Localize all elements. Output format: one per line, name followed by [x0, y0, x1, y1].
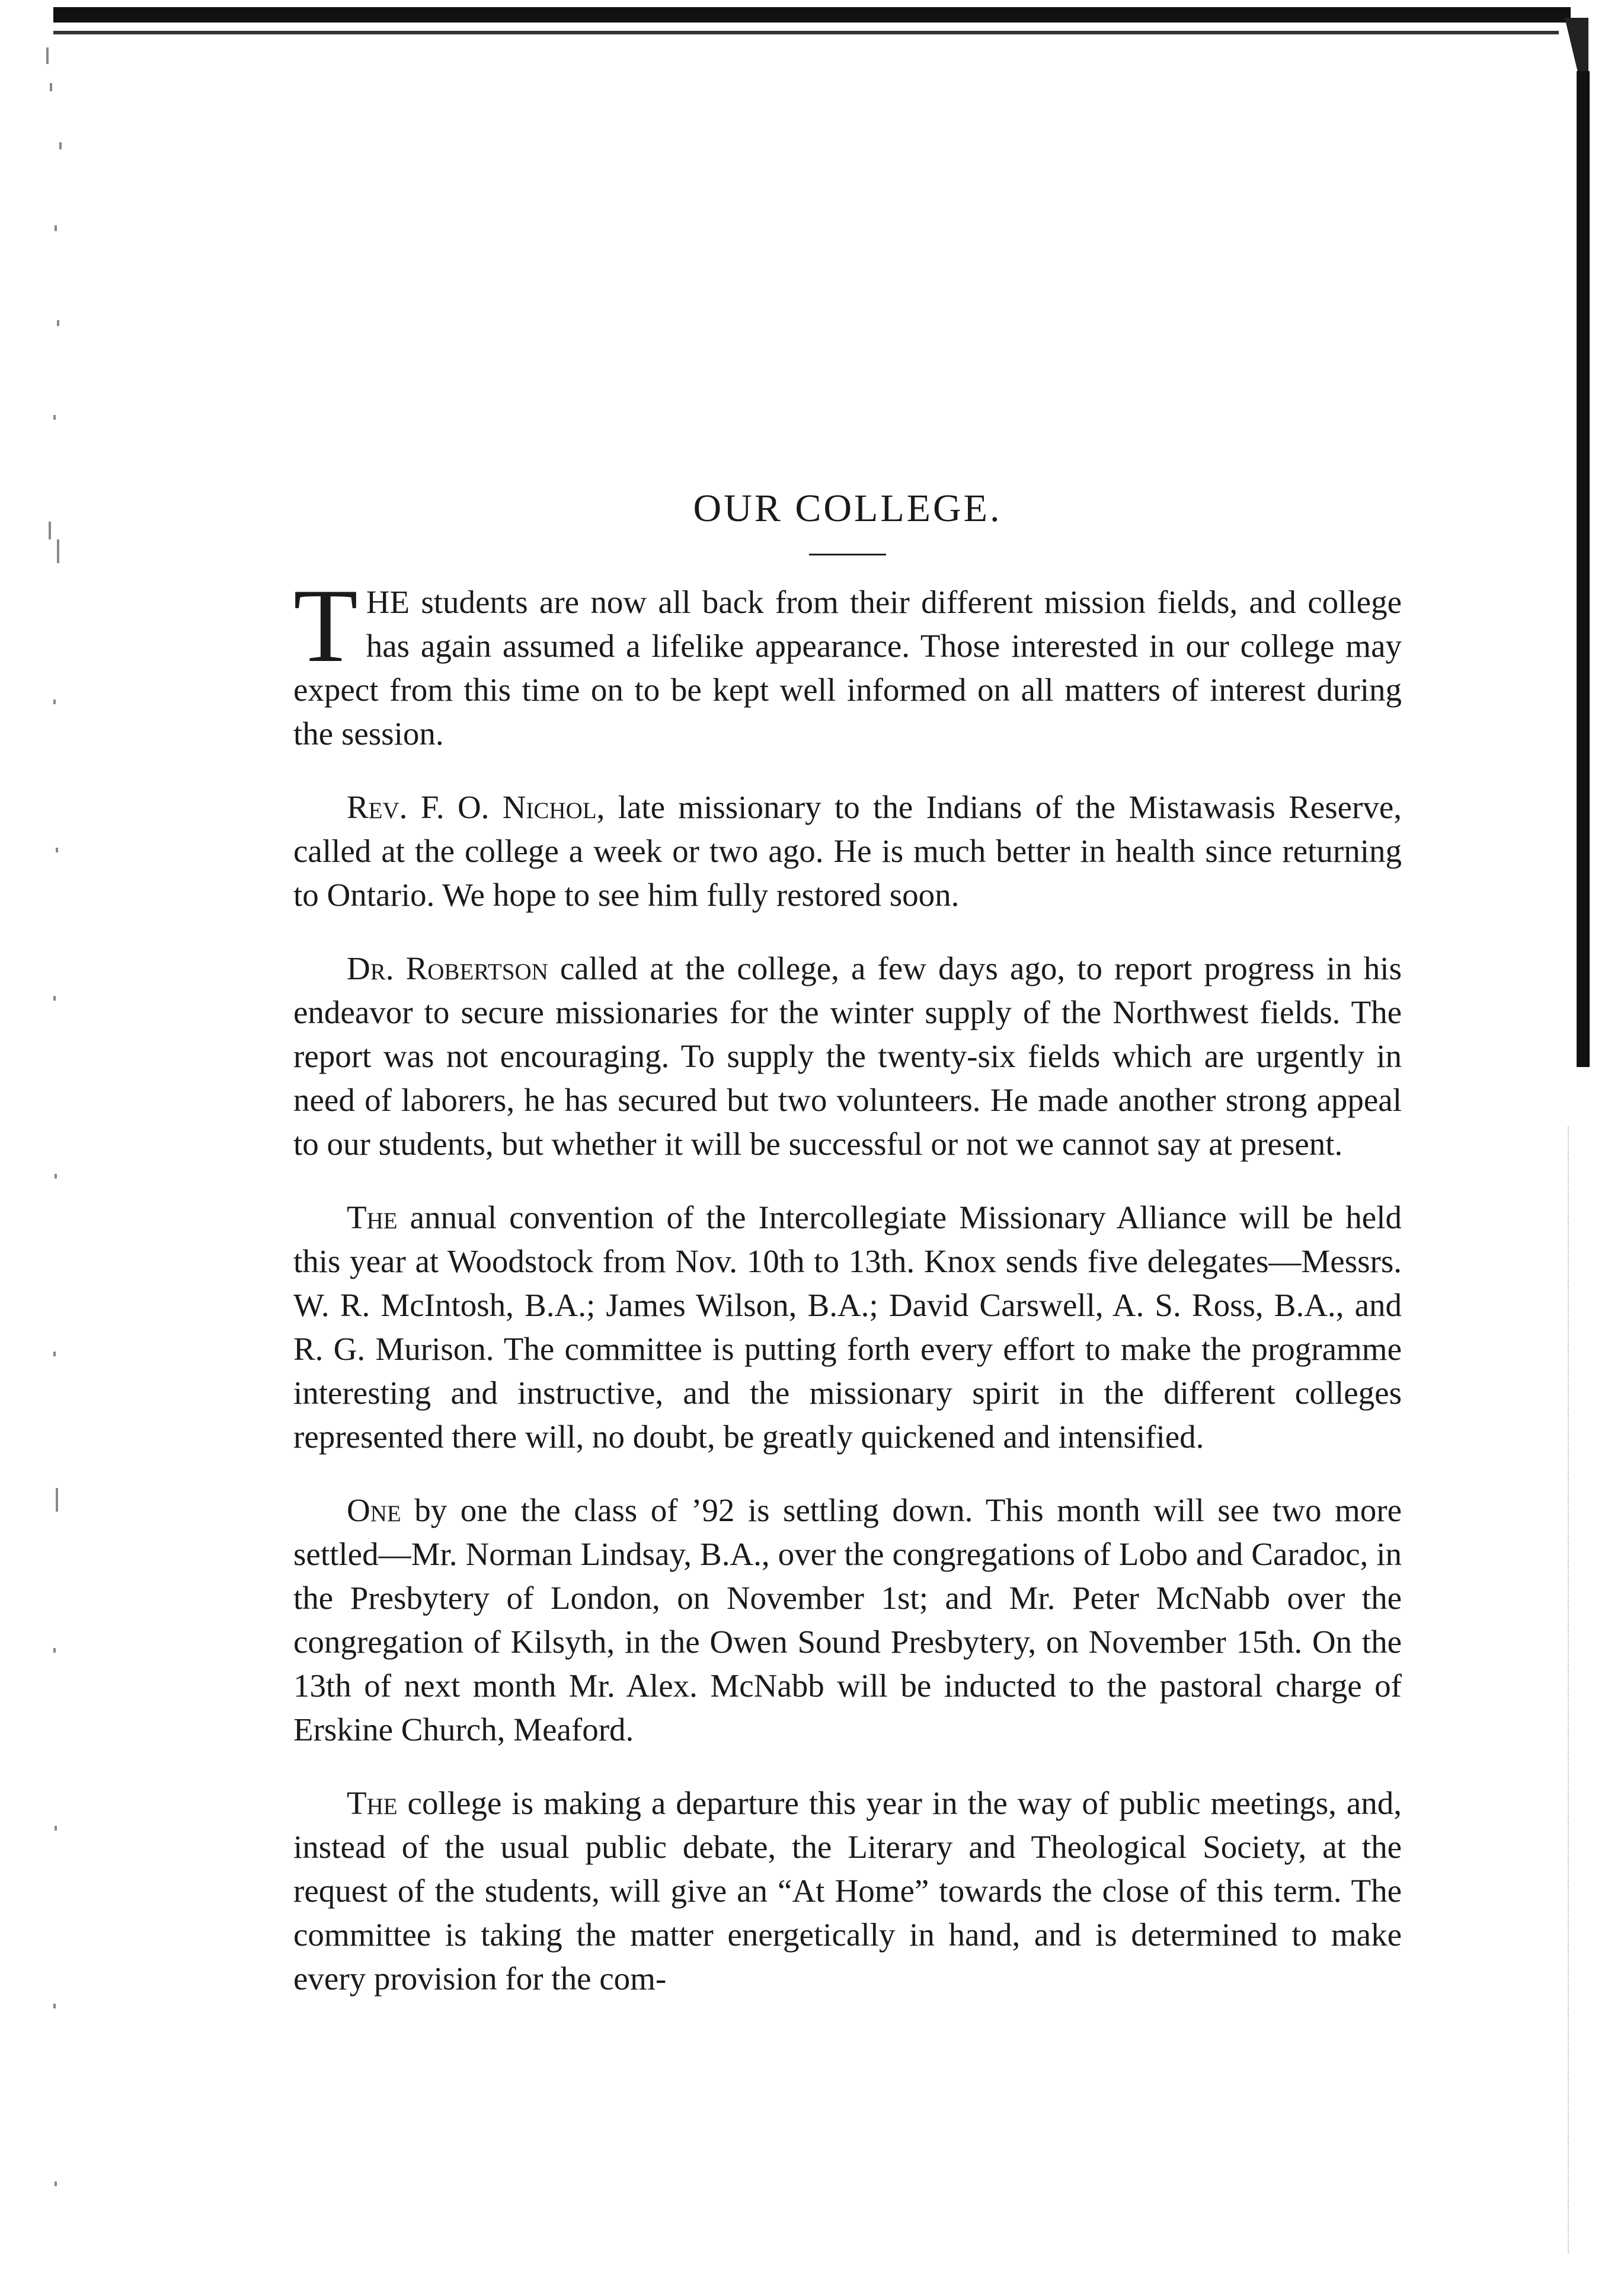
- scan-edge-specks-left: [41, 47, 71, 2241]
- paragraph-class-92: [293, 1489, 1402, 1752]
- paragraph-nichol: [293, 785, 1402, 917]
- scan-border-top-thin: [53, 31, 1559, 34]
- paragraph-text: called at the college, a few days ago, to report progress in his endeavor to secure missionaries for the winter supply of the Northwest fields. The report was not encouraging. To supply the twenty-six fields which are urgently in need of laborers, he has secured but two volunteers. He made another strong appeal to our students, but whether it will be successful or not we cannot say at present.: [293, 950, 1402, 1162]
- paragraph-lead: One: [347, 1492, 401, 1528]
- scan-border-right: [1577, 71, 1590, 1067]
- paragraph-lead: The: [347, 1199, 398, 1235]
- title-divider: [809, 554, 886, 555]
- paragraph-text: annual convention of the Intercollegiate Missionary Alliance will be held this year at Woodstock from Nov. 10th to 13th. Knox sends five delegates—Messrs. W. R. McIntosh, B.A.; James Wilson, B.A.; David Carswell, A. S. Ross, B.A., and R. G. Murison. The committee is putting forth every effort to make the programme interesting and instructive, and the missionary spirit in the different colleges represented there will, no doubt, be greatly quickened and intensified.: [293, 1199, 1402, 1455]
- paragraph-convention: [293, 1196, 1402, 1459]
- paragraph-students-return: [293, 567, 1402, 756]
- paragraph-text: college is making a departure this year in the way of public meetings, and, instead of the usual public debate, the Literary and Theological Society, at the request of the students, will give an “At Home” towards the close of this term. The committee is taking the matter energetically in hand, and is determined to make every provision for the com-: [293, 1785, 1402, 1997]
- paragraph-at-home: [293, 1781, 1402, 2001]
- page-title: OUR COLLEGE.: [693, 487, 1002, 530]
- scan-edge-specks-right: [1568, 1126, 1575, 2253]
- paragraph-lead: Dr. Robertson: [347, 950, 548, 986]
- page-content: [293, 486, 1402, 2030]
- paragraph-text: students are now all back from their different mission fields, and college has again assumed a lifelike appearance. Those interested in our college may expect from this time on to be kept well informed on all matters of interest during the session.: [293, 584, 1402, 752]
- paragraph-robertson: [293, 947, 1402, 1166]
- paragraph-lead: Rev. F. O. Nichol,: [347, 789, 605, 825]
- scan-edge-corner: [1565, 18, 1588, 77]
- drop-cap: T: [293, 567, 358, 684]
- paragraph-lead: HE: [366, 584, 410, 620]
- paragraph-lead: The: [347, 1785, 398, 1821]
- paragraph-text: late missionary to the Indians of the Mistawasis Reserve, called at the college a week or two ago. He is much better in health since returning to Ontario. We hope to see him fully restored soon.: [293, 789, 1402, 913]
- paragraph-text: by one the class of ’92 is settling down. This month will see two more settled—Mr. Norman Lindsay, B.A., over the congregations of Lobo and Caradoc, in the Presbytery of London, on November 1st; and Mr. Peter McNabb over the congregation of Kilsyth, in the Owen Sound Presbytery, on November 15th. On the 13th of next month Mr. Alex. McNabb will be inducted to the pastoral charge of Erskine Church, Meaford.: [293, 1492, 1402, 1748]
- scan-border-top: [53, 7, 1571, 23]
